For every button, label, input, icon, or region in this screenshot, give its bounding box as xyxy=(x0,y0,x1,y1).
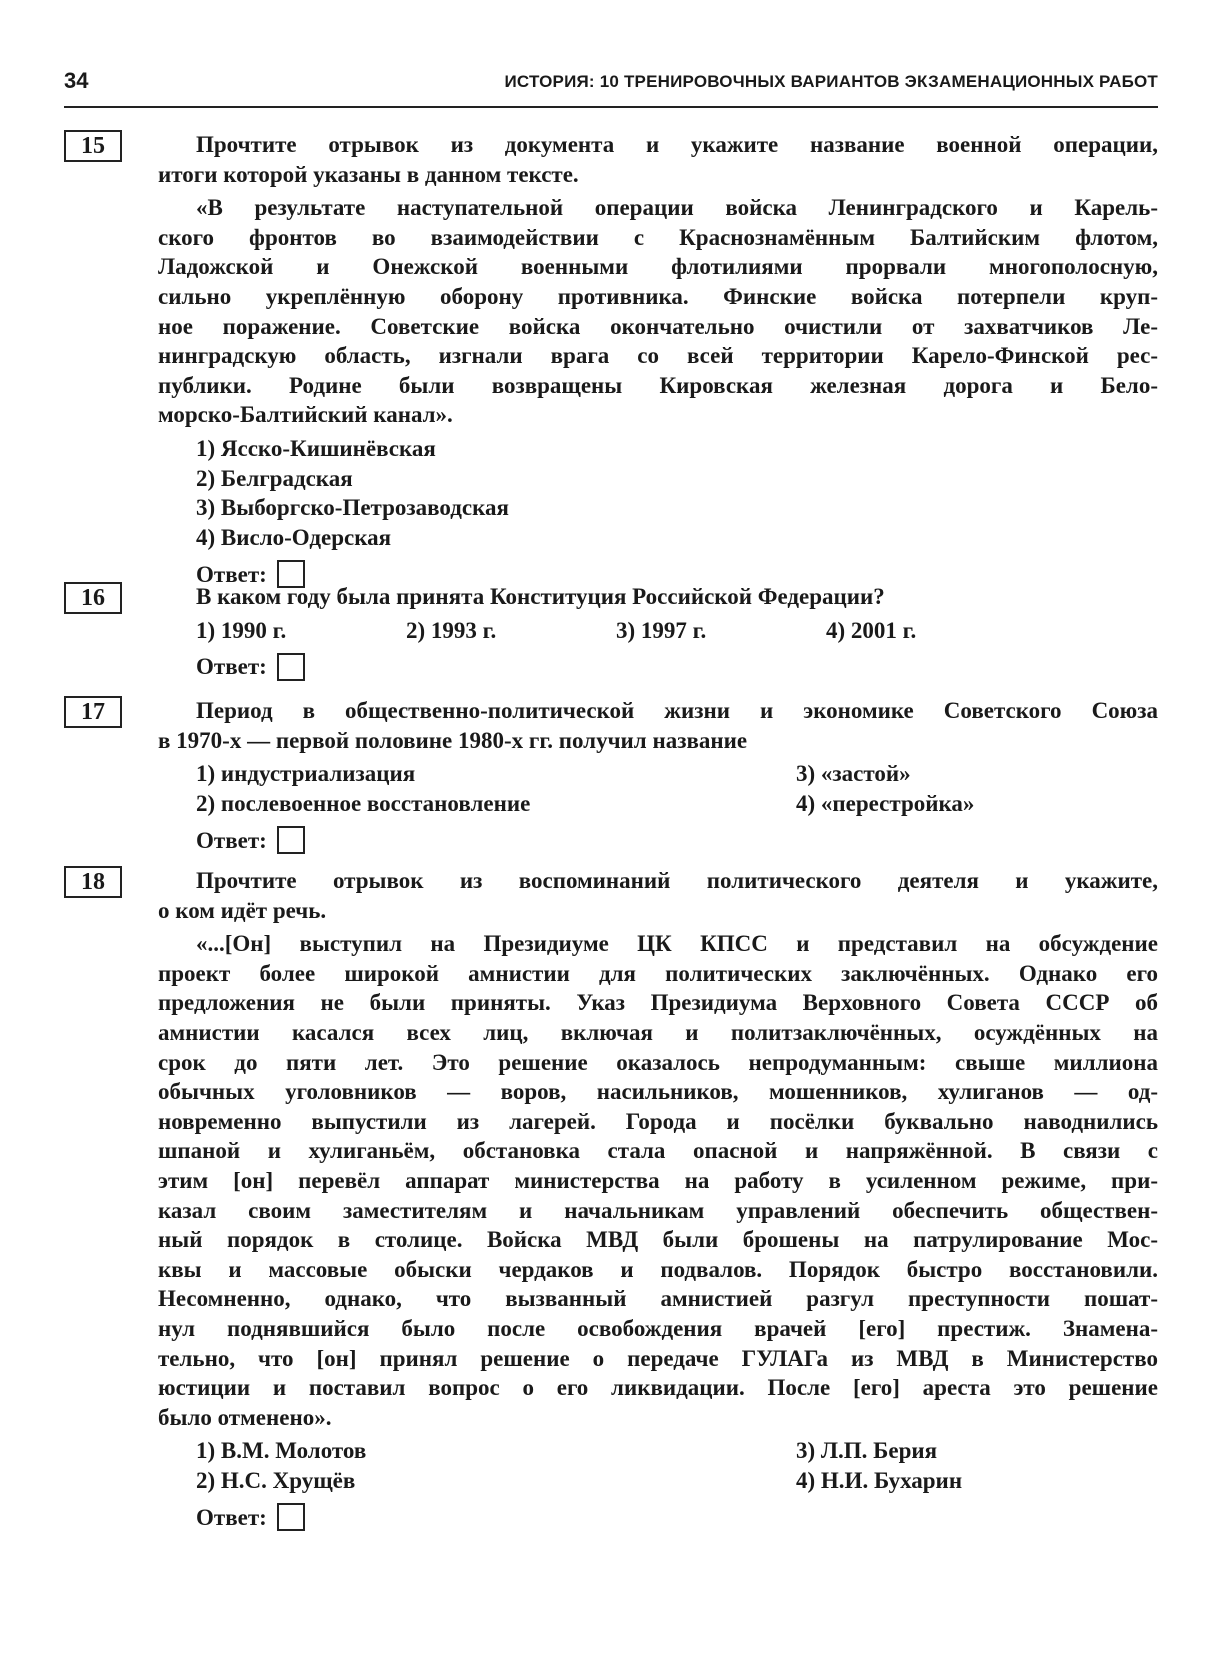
option: 3) 1997 г. xyxy=(616,617,707,643)
answer-box[interactable] xyxy=(277,826,305,854)
prompt-line: Прочтите отрывок из воспоминаний политического деятеля и укажите, xyxy=(196,868,1158,893)
option: 4) Висло-Одерская xyxy=(196,524,392,550)
quote-line: публики. Родине были возвращены Кировская железная дорога и Бело- xyxy=(158,372,1158,398)
quote-line: этим [он] перевёл аппарат министерства на работу в усиленном режиме, при- xyxy=(158,1167,1158,1193)
answer-label: Ответ: xyxy=(196,827,267,853)
quote-line: ского фронтов во взаимодействии с Краснознамённым Балтийским флотом, xyxy=(158,224,1158,250)
option: 2) Белградская xyxy=(196,465,353,491)
option: 1) Ясско-Кишинёвская xyxy=(196,435,436,461)
options-row xyxy=(158,616,1158,646)
task-number: 17 xyxy=(64,696,122,728)
page-number: 34 xyxy=(64,68,89,93)
quote-line: морско-Балтийский канал». xyxy=(158,402,453,428)
answer-box[interactable] xyxy=(277,1503,305,1531)
option: 4) «перестройка» xyxy=(796,790,975,816)
task-number: 18 xyxy=(64,866,122,898)
quote-line: проект более широкой амнистии для политических заключённых. Однако его xyxy=(158,960,1158,986)
option: 4) 2001 г. xyxy=(826,617,917,643)
quote-line: обычных уголовников — воров, насильников, мошенников, хулиганов — од- xyxy=(158,1079,1158,1105)
options-row xyxy=(158,1436,1158,1466)
quote-line: ное поражение. Советские войска окончательно очистили от захватчиков Ле- xyxy=(158,313,1158,339)
options-row xyxy=(158,789,1158,819)
answer-box[interactable] xyxy=(277,653,305,681)
quote-line: новременно выпустили из лагерей. Города и посёлки буквально наводнились xyxy=(158,1108,1158,1134)
quote-line: предложения не были приняты. Указ Президиума Верховного Совета СССР об xyxy=(158,990,1158,1016)
answer-label: Ответ: xyxy=(196,1504,267,1530)
answer-label: Ответ: xyxy=(196,654,267,680)
task-number: 16 xyxy=(64,582,122,614)
quote-line: амнистии касался всех лиц, включая и политзаключённых, осуждённых на xyxy=(158,1019,1158,1045)
quote-line: «В результате наступательной операции войска Ленинградского и Карель- xyxy=(196,195,1158,221)
answer-row xyxy=(158,1501,1158,1533)
option: 2) послевоенное восстановление xyxy=(196,790,531,816)
quote-line: казал своим заместителям и начальникам управлений обеспечить обществен- xyxy=(158,1197,1158,1223)
quote-line: нул поднявшийся было после освобождения врачей [его] престиж. Знамена- xyxy=(158,1315,1158,1341)
prompt-line: Период в общественно-политической жизни и экономике Советского Союза xyxy=(196,698,1158,723)
option: 2) Н.С. Хрущёв xyxy=(196,1467,356,1493)
options-row xyxy=(158,1466,1158,1496)
answer-label: Ответ: xyxy=(196,561,267,587)
option: 2) 1993 г. xyxy=(406,617,497,643)
options-row xyxy=(158,759,1158,789)
quote-line: Несомненно, однако, что вызванный амнистией разгул преступности пошат- xyxy=(158,1286,1158,1312)
option: 4) Н.И. Бухарин xyxy=(796,1467,963,1493)
quote-line: квы и массовые обыски чердаков и подвалов. Порядок быстро восстановили. xyxy=(158,1256,1158,1282)
quote-line: Ладожской и Онежской военными флотилиями прорвали многополосную, xyxy=(158,254,1158,280)
quote-line: ный порядок в столице. Войска МВД были брошены на патрулирование Мос- xyxy=(158,1227,1158,1253)
quote-line: тельно, что [он] принял решение о передаче ГУЛАГа из МВД в Министерство xyxy=(158,1345,1158,1371)
page-header xyxy=(64,62,1158,108)
quote-line: нинградскую область, изгнали врага со всей территории Карело-Финской рес- xyxy=(158,343,1158,369)
option: 3) Л.П. Берия xyxy=(796,1438,938,1464)
option: 1) 1990 г. xyxy=(196,617,287,643)
option: 3) Выборгско-Петрозаводская xyxy=(196,495,509,521)
task-number: 15 xyxy=(64,130,122,162)
quote-line: срок до пяти лет. Это решение оказалось непродуманным: свыше миллиона xyxy=(158,1049,1158,1075)
prompt-line: в 1970-х — первой половине 1980-х гг. получил название xyxy=(158,727,748,753)
quote-line: было отменено». xyxy=(158,1404,332,1430)
quote-line: сильно укреплённую оборону противника. Финские войска потерпели круп- xyxy=(158,283,1158,309)
prompt-line: Прочтите отрывок из документа и укажите название военной операции, xyxy=(196,132,1158,157)
quote-line: юстиции и поставил вопрос о его ликвидации. После [его] ареста это решение xyxy=(158,1375,1158,1401)
quote-line: шпаной и хулиганьём, обстановка стала опасной и напряжённой. В связи с xyxy=(158,1138,1158,1164)
answer-row xyxy=(158,824,1158,856)
running-title: ИСТОРИЯ: 10 ТРЕНИРОВОЧНЫХ ВАРИАНТОВ ЭКЗАМЕНАЦИОННЫХ РАБОТ xyxy=(504,72,1158,91)
prompt-line: о ком идёт речь. xyxy=(158,897,327,923)
prompt-line: итоги которой указаны в данном тексте. xyxy=(158,161,579,187)
prompt-line: В каком году была принята Конституция Российской Федерации? xyxy=(196,584,885,609)
answer-row xyxy=(158,651,1158,683)
option: 1) индустриализация xyxy=(196,761,416,787)
quote-line: «...[Он] выступил на Президиуме ЦК КПСС и представил на обсуждение xyxy=(196,931,1158,957)
option: 3) «застой» xyxy=(796,761,911,787)
option: 1) В.М. Молотов xyxy=(196,1438,367,1464)
